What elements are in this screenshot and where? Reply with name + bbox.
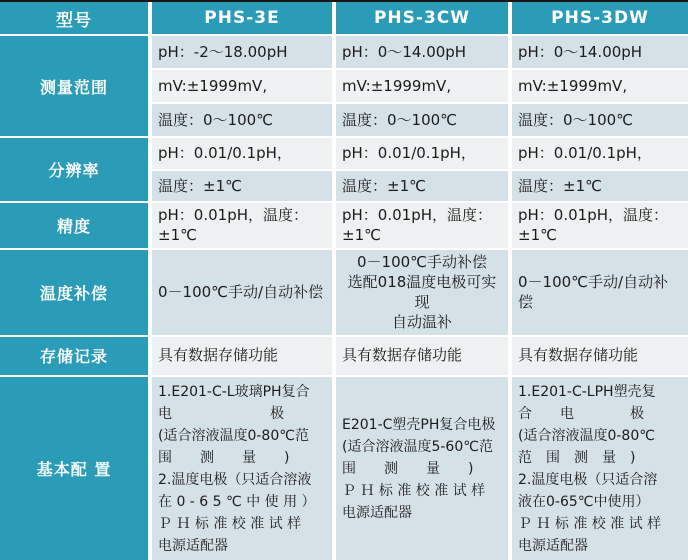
row-label-measure-range: 测量范围 xyxy=(0,36,148,136)
cell-resolution-temp-phs3dw: 温度：±1℃ xyxy=(512,171,688,202)
cell-measure-ph-phs3dw: pH：0～14.00pH xyxy=(512,36,688,68)
cell-accuracy-phs3e: pH：0.01pH，温度： ±1℃ xyxy=(152,203,332,248)
row-resolution xyxy=(0,138,688,201)
cell-resolution-ph-phs3dw: pH：0.01/0.1pH， xyxy=(512,138,688,169)
cell-measure-ph-phs3e: pH：-2～18.00pH xyxy=(152,36,332,68)
row-label-resolution: 分辨率 xyxy=(0,138,148,201)
header-cell-phs-3dw: PHS-3DW xyxy=(512,2,688,34)
header-cell-model-label: 型号 xyxy=(0,2,148,34)
row-label-temp-compensation: 温度补偿 xyxy=(0,250,148,335)
cell-config-phs3cw: E201-C塑壳PH复合电极 (适合溶液温度5-60℃范 围 测 量 ) Ｐ Ｈ 标 准 校 准 试 样 电源适配器 xyxy=(336,377,508,560)
row-label-storage: 存储记录 xyxy=(0,337,148,375)
cell-measure-temp-phs3cw: 温度：0～100℃ xyxy=(336,104,508,136)
cell-measure-ph-phs3cw: pH：0～14.00pH xyxy=(336,36,508,68)
row-label-accuracy: 精度 xyxy=(0,203,148,248)
cell-tempcomp-phs3cw: 0－100℃手动补偿 选配018温度电极可实现 自动温补 xyxy=(336,250,508,335)
cell-measure-temp-phs3e: 温度：0～100℃ xyxy=(152,104,332,136)
cell-storage-phs3cw: 具有数据存储功能 xyxy=(336,337,508,375)
cell-config-phs3dw: 1.E201-C-LPH塑壳复 合 电 极 (适合溶液温度0-80℃ 范 围 测 量 ) 2.温度电极（只适合溶 液在0-65℃中使用） Ｐ Ｈ 标 准 校 准 试 样 电源适配器 xyxy=(512,377,688,560)
header-row xyxy=(0,2,688,34)
cell-storage-phs3dw: 具有数据存储功能 xyxy=(512,337,688,375)
cell-config-phs3e: 1.E201-C-L玻璃PH复合 电 极 (适合溶液温度0-80℃范 围 测 量 ) 2.温度电极（只适合溶液 在 0 - 6 5 ℃ 中 使 用 ） Ｐ Ｈ 标 准 校 准 试 样 电源适配器 xyxy=(152,377,332,560)
cell-resolution-temp-phs3cw: 温度：±1℃ xyxy=(336,171,508,202)
row-temp-compensation xyxy=(0,250,688,335)
cell-measure-mv-phs3dw: mV:±1999mV, xyxy=(512,70,688,102)
cell-accuracy-phs3cw: pH：0.01pH，温度： ±1℃ xyxy=(336,203,508,248)
header-cell-phs-3e: PHS-3E xyxy=(152,2,332,34)
row-label-basic-config: 基本配 置 xyxy=(0,377,148,560)
cell-measure-mv-phs3cw: mV:±1999mV, xyxy=(336,70,508,102)
cell-tempcomp-phs3dw: 0－100℃手动/自动补 偿 xyxy=(512,250,688,335)
cell-storage-phs3e: 具有数据存储功能 xyxy=(152,337,332,375)
cell-resolution-ph-phs3cw: pH：0.01/0.1pH， xyxy=(336,138,508,169)
row-accuracy xyxy=(0,203,688,248)
cell-tempcomp-phs3e: 0－100℃手动/自动补偿 xyxy=(152,250,332,335)
row-storage xyxy=(0,337,688,375)
header-cell-phs-3cw: PHS-3CW xyxy=(336,2,508,34)
cell-measure-mv-phs3e: mV:±1999mV, xyxy=(152,70,332,102)
cell-resolution-ph-phs3e: pH：0.01/0.1pH， xyxy=(152,138,332,169)
row-basic-config xyxy=(0,377,688,560)
cell-resolution-temp-phs3e: 温度：±1℃ xyxy=(152,171,332,202)
row-measure-range xyxy=(0,36,688,136)
cell-measure-temp-phs3dw: 温度：0～100℃ xyxy=(512,104,688,136)
cell-accuracy-phs3dw: pH：0.01pH，温度： ±1℃ xyxy=(512,203,688,248)
